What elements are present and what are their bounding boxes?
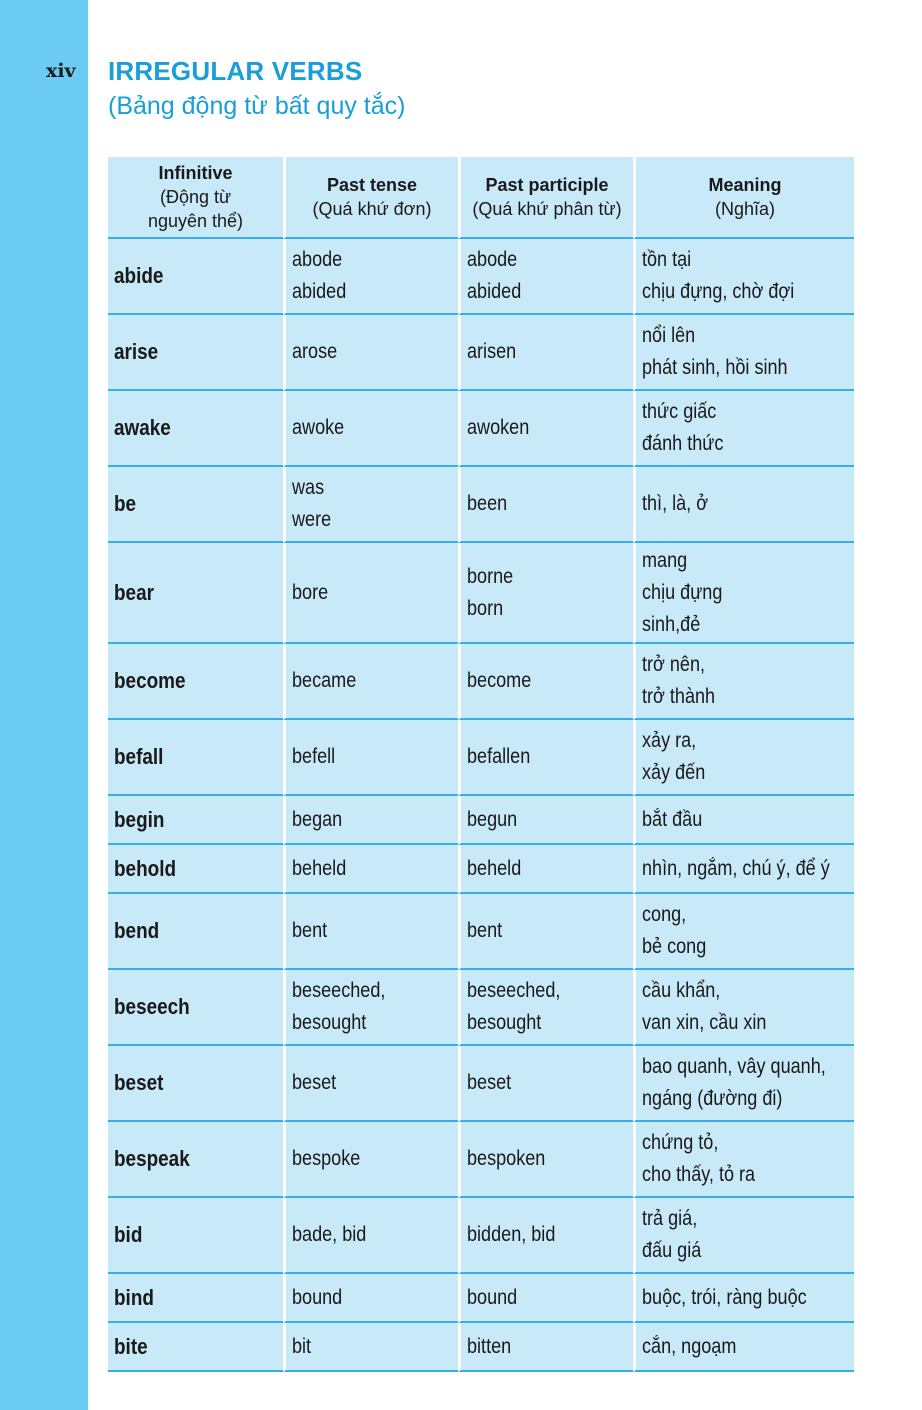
infinitive-text: behold xyxy=(114,855,177,881)
cell-meaning xyxy=(633,391,854,467)
cell-line-text: arose xyxy=(292,340,338,363)
cell-line xyxy=(467,1282,627,1314)
cell-past-tense xyxy=(283,894,458,970)
cell-meaning xyxy=(633,239,854,315)
cell-line-text: buộc, trói, ràng buộc xyxy=(642,1285,807,1309)
cell-infinitive xyxy=(108,467,283,543)
infinitive-text: bid xyxy=(114,1222,143,1247)
cell-line-text: beset xyxy=(467,1071,512,1094)
cell-past-tense xyxy=(283,315,458,391)
cell-past-participle xyxy=(458,1323,633,1372)
cell-line xyxy=(292,915,452,947)
infinitive-text: abide xyxy=(114,263,164,288)
cell-line xyxy=(642,1083,848,1115)
cell-line xyxy=(292,741,452,773)
header-meaning-sub: (Nghĩa) xyxy=(714,199,776,219)
cell-past-participle xyxy=(458,467,633,543)
cell-infinitive xyxy=(108,1122,283,1198)
cell-line xyxy=(292,336,452,368)
cell-past-participle xyxy=(458,796,633,845)
cell-infinitive xyxy=(108,1046,283,1122)
cell-line xyxy=(292,1067,452,1099)
cell-line-text: bade, bid xyxy=(292,1223,367,1246)
header-row xyxy=(108,157,854,239)
infinitive-text: arise xyxy=(114,339,159,364)
cell-line-text: beheld xyxy=(467,856,522,880)
cell-line xyxy=(292,975,452,1007)
cell-line xyxy=(292,1007,452,1039)
cell-line-text: bespoken xyxy=(467,1147,546,1170)
cell-line-text: ngáng (đường đi) xyxy=(642,1087,783,1110)
cell-line xyxy=(642,1007,848,1039)
cell-line xyxy=(467,975,627,1007)
cell-line xyxy=(292,1219,452,1251)
cell-line-text: tồn tại xyxy=(642,248,692,271)
cell-line xyxy=(642,931,848,963)
cell-line xyxy=(467,1067,627,1099)
cell-line-text: nổi lên xyxy=(642,324,696,347)
cell-line-text: besought xyxy=(292,1011,367,1034)
cell-line xyxy=(467,804,627,836)
cell-meaning xyxy=(633,644,854,720)
cell-line xyxy=(467,1331,627,1363)
cell-line-text: awoken xyxy=(467,416,530,439)
cell-meaning xyxy=(633,1323,854,1372)
cell-past-participle xyxy=(458,1274,633,1323)
cell-line-text: beseeched, xyxy=(292,979,386,1002)
cell-line xyxy=(642,975,848,1007)
cell-past-tense xyxy=(283,1274,458,1323)
cell-line xyxy=(292,412,452,444)
cell-infinitive xyxy=(108,644,283,720)
cell-line xyxy=(292,276,452,308)
cell-line xyxy=(642,1127,848,1159)
cell-past-participle xyxy=(458,315,633,391)
table-row xyxy=(108,1046,854,1122)
cell-infinitive xyxy=(108,894,283,970)
cell-line xyxy=(642,1282,848,1314)
cell-line xyxy=(642,276,848,308)
cell-past-tense xyxy=(283,543,458,644)
cell-line-text: cắn, ngoạm xyxy=(642,1334,737,1358)
cell-line xyxy=(467,1007,627,1039)
cell-infinitive xyxy=(108,1323,283,1372)
cell-infinitive xyxy=(108,720,283,796)
cell-line-text: bound xyxy=(467,1285,518,1309)
cell-past-tense xyxy=(283,644,458,720)
header-past-tense-label: Past tense xyxy=(326,175,418,195)
table-row xyxy=(108,644,854,720)
header-meaning xyxy=(633,157,854,239)
cell-line-text: began xyxy=(292,807,343,831)
cell-line xyxy=(642,320,848,352)
cell-meaning xyxy=(633,1122,854,1198)
cell-line-text: xảy đến xyxy=(642,761,706,784)
table-row xyxy=(108,391,854,467)
cell-line xyxy=(467,1143,627,1175)
table-row xyxy=(108,543,854,644)
cell-infinitive xyxy=(108,391,283,467)
cell-meaning xyxy=(633,467,854,543)
cell-line xyxy=(467,336,627,368)
infinitive-text: befall xyxy=(114,744,164,769)
cell-line-text: were xyxy=(292,508,332,531)
cell-line xyxy=(292,1282,452,1314)
cell-line xyxy=(467,488,627,520)
cell-line xyxy=(642,1331,848,1363)
cell-meaning xyxy=(633,543,854,644)
infinitive-text: bespeak xyxy=(114,1146,190,1171)
cell-line-text: was xyxy=(292,476,325,499)
cell-line xyxy=(642,428,848,460)
cell-line-text: van xin, cầu xin xyxy=(642,1011,767,1034)
cell-line-text: bent xyxy=(467,919,503,942)
cell-line-text: bitten xyxy=(467,1334,512,1358)
table-row xyxy=(108,720,854,796)
cell-infinitive xyxy=(108,970,283,1046)
cell-line xyxy=(467,412,627,444)
cell-line-text: bound xyxy=(292,1285,343,1309)
cell-line xyxy=(642,853,848,885)
cell-line-text: sinh,đẻ xyxy=(642,612,701,636)
cell-line-text: arisen xyxy=(467,340,517,363)
page-sidebar-band xyxy=(0,0,88,1410)
header-infinitive-sub: (Động từ nguyên thể) xyxy=(147,187,244,231)
cell-past-participle xyxy=(458,391,633,467)
cell-line xyxy=(642,681,848,713)
cell-line xyxy=(467,853,627,885)
cell-past-tense xyxy=(283,720,458,796)
cell-line-text: trả giá, xyxy=(642,1207,698,1230)
cell-line xyxy=(642,244,848,276)
header-past-tense-sub: (Quá khứ đơn) xyxy=(312,199,432,219)
cell-past-tense xyxy=(283,467,458,543)
table-row xyxy=(108,1198,854,1274)
cell-line xyxy=(642,757,848,789)
cell-line-text: trở thành xyxy=(642,685,716,708)
table-row xyxy=(108,1122,854,1198)
page-subtitle: (Bảng động từ bất quy tắc) xyxy=(108,92,406,120)
cell-past-tense xyxy=(283,1323,458,1372)
cell-line-text: abode xyxy=(292,248,343,271)
cell-line xyxy=(642,725,848,757)
cell-line-text: become xyxy=(467,669,532,692)
header-past-participle xyxy=(458,157,633,239)
cell-line xyxy=(642,488,848,520)
table-row xyxy=(108,239,854,315)
cell-meaning xyxy=(633,1046,854,1122)
cell-past-participle xyxy=(458,644,633,720)
cell-line-text: chịu đựng, chờ đợi xyxy=(642,280,795,303)
cell-line xyxy=(292,853,452,885)
table-row xyxy=(108,845,854,894)
cell-line xyxy=(292,665,452,697)
cell-line xyxy=(642,396,848,428)
cell-past-participle xyxy=(458,239,633,315)
cell-line-text: abode xyxy=(467,248,518,271)
infinitive-text: bite xyxy=(114,1333,148,1359)
infinitive-text: bend xyxy=(114,918,160,943)
cell-line-text: cho thấy, tỏ ra xyxy=(642,1163,756,1186)
cell-past-tense xyxy=(283,845,458,894)
infinitive-text: awake xyxy=(114,415,171,440)
cell-line-text: befell xyxy=(292,745,336,768)
cell-line xyxy=(642,649,848,681)
cell-line-text: bit xyxy=(292,1334,312,1358)
cell-line xyxy=(642,804,848,836)
cell-line-text: abided xyxy=(467,280,522,303)
infinitive-text: bind xyxy=(114,1284,154,1310)
cell-line-text: cong, xyxy=(642,903,687,926)
cell-line xyxy=(467,561,627,593)
cell-infinitive xyxy=(108,796,283,845)
cell-meaning xyxy=(633,894,854,970)
cell-line-text: beset xyxy=(292,1071,337,1094)
header-past-tense xyxy=(283,157,458,239)
table-row xyxy=(108,970,854,1046)
infinitive-text: bear xyxy=(114,579,154,605)
cell-line xyxy=(642,899,848,931)
cell-line xyxy=(467,244,627,276)
cell-meaning xyxy=(633,1274,854,1323)
cell-line-text: chịu đựng xyxy=(642,580,723,604)
cell-line xyxy=(642,352,848,384)
cell-infinitive xyxy=(108,239,283,315)
cell-line xyxy=(467,593,627,625)
cell-line-text: phát sinh, hồi sinh xyxy=(642,356,788,379)
cell-line-text: abided xyxy=(292,280,347,303)
page-title: IRREGULAR VERBS xyxy=(108,56,363,86)
cell-line xyxy=(467,276,627,308)
table-row xyxy=(108,315,854,391)
cell-line xyxy=(642,1235,848,1267)
cell-past-tense xyxy=(283,1198,458,1274)
cell-line-text: bắt đầu xyxy=(642,807,703,831)
cell-line-text: nhìn, ngắm, chú ý, để ý xyxy=(642,856,830,880)
cell-meaning xyxy=(633,845,854,894)
table-header xyxy=(108,157,854,239)
cell-line-text: borne xyxy=(467,564,514,588)
cell-line xyxy=(292,1143,452,1175)
table-row xyxy=(108,467,854,543)
cell-past-participle xyxy=(458,845,633,894)
cell-line xyxy=(642,1051,848,1083)
table-body xyxy=(108,239,854,1372)
header-past-participle-label: Past participle xyxy=(485,175,609,195)
cell-meaning xyxy=(633,970,854,1046)
infinitive-text: begin xyxy=(114,806,165,832)
cell-past-participle xyxy=(458,543,633,644)
cell-infinitive xyxy=(108,845,283,894)
cell-past-participle xyxy=(458,1198,633,1274)
cell-line-text: been xyxy=(467,492,508,515)
cell-line-text: beheld xyxy=(292,856,347,880)
cell-meaning xyxy=(633,720,854,796)
cell-line xyxy=(292,1331,452,1363)
cell-line-text: bore xyxy=(292,580,329,604)
cell-line xyxy=(292,504,452,536)
infinitive-text: be xyxy=(114,491,137,516)
cell-line xyxy=(292,577,452,609)
cell-past-participle xyxy=(458,1046,633,1122)
cell-line xyxy=(292,472,452,504)
header-infinitive xyxy=(108,157,283,239)
cell-line-text: bẻ cong xyxy=(642,935,707,958)
irregular-verbs-table xyxy=(108,157,854,1372)
cell-line-text: xảy ra, xyxy=(642,729,697,752)
cell-past-participle xyxy=(458,1122,633,1198)
cell-line xyxy=(467,665,627,697)
cell-infinitive xyxy=(108,1274,283,1323)
cell-line-text: bao quanh, vây quanh, xyxy=(642,1055,826,1078)
cell-past-participle xyxy=(458,720,633,796)
cell-line-text: bent xyxy=(292,919,328,942)
cell-line-text: bespoke xyxy=(292,1147,361,1170)
cell-past-tense xyxy=(283,391,458,467)
cell-line xyxy=(467,1219,627,1251)
cell-line-text: bidden, bid xyxy=(467,1223,556,1246)
cell-infinitive xyxy=(108,1198,283,1274)
cell-infinitive xyxy=(108,543,283,644)
cell-past-participle xyxy=(458,894,633,970)
cell-line xyxy=(642,577,848,609)
cell-line-text: awoke xyxy=(292,416,345,439)
cell-line xyxy=(467,915,627,947)
infinitive-text: beset xyxy=(114,1070,164,1095)
cell-past-tense xyxy=(283,970,458,1046)
cell-line-text: thức giấc xyxy=(642,400,717,423)
cell-line xyxy=(292,244,452,276)
cell-meaning xyxy=(633,315,854,391)
cell-past-participle xyxy=(458,970,633,1046)
cell-past-tense xyxy=(283,1046,458,1122)
table-row xyxy=(108,894,854,970)
cell-past-tense xyxy=(283,239,458,315)
infinitive-text: beseech xyxy=(114,994,190,1019)
cell-line-text: begun xyxy=(467,807,518,831)
cell-line-text: thì, là, ở xyxy=(642,492,709,515)
cell-past-tense xyxy=(283,796,458,845)
cell-line xyxy=(467,741,627,773)
cell-line xyxy=(642,1159,848,1191)
cell-line xyxy=(642,1203,848,1235)
cell-line-text: befallen xyxy=(467,745,531,768)
cell-line xyxy=(642,545,848,577)
cell-past-tense xyxy=(283,1122,458,1198)
cell-infinitive xyxy=(108,315,283,391)
cell-line-text: mang xyxy=(642,548,688,572)
table-row xyxy=(108,1323,854,1372)
header-past-participle-sub: (Quá khứ phân từ) xyxy=(472,199,622,219)
table-row xyxy=(108,796,854,845)
cell-line-text: born xyxy=(467,596,504,620)
cell-line xyxy=(642,609,848,641)
cell-line-text: trở nên, xyxy=(642,653,706,676)
header-infinitive-label: Infinitive xyxy=(158,163,233,183)
cell-line-text: became xyxy=(292,669,357,692)
cell-line-text: đánh thức xyxy=(642,432,724,455)
cell-meaning xyxy=(633,796,854,845)
cell-line-text: besought xyxy=(467,1011,542,1034)
cell-line-text: đấu giá xyxy=(642,1239,702,1262)
table-row xyxy=(108,1274,854,1323)
cell-line xyxy=(292,804,452,836)
header-meaning-label: Meaning xyxy=(708,175,782,195)
cell-line-text: chứng tỏ, xyxy=(642,1131,719,1154)
cell-line-text: cầu khẩn, xyxy=(642,979,721,1002)
cell-meaning xyxy=(633,1198,854,1274)
cell-line-text: beseeched, xyxy=(467,979,561,1002)
page-number: xiv xyxy=(46,60,76,82)
infinitive-text: become xyxy=(114,668,186,693)
